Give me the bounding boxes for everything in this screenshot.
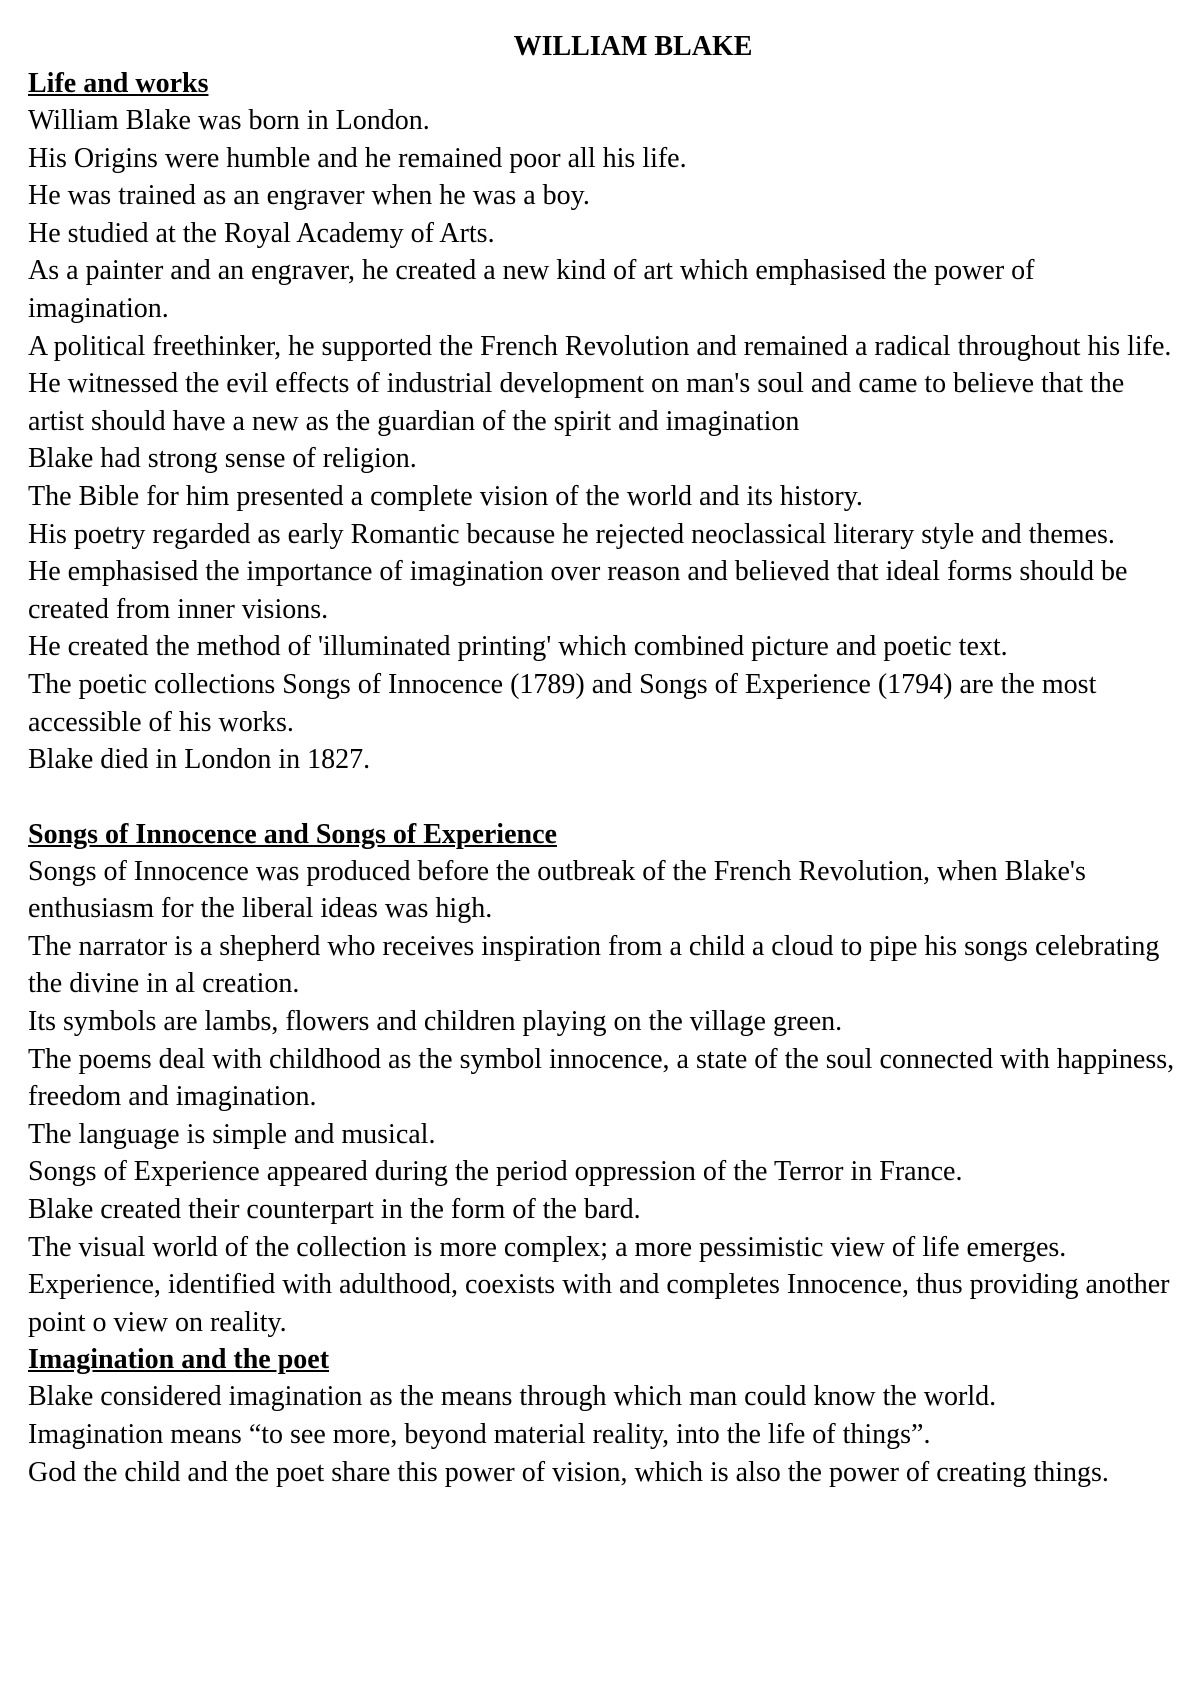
paragraph: The poetic collections Songs of Innocence (1789) and Songs of Experience (1794) are the most accessible of his works. — [28, 668, 1097, 738]
paragraph: William Blake was born in London. — [28, 105, 430, 136]
paragraph: The language is simple and musical. — [28, 1118, 436, 1150]
section-heading: Songs of Innocence and Songs of Experience — [28, 818, 557, 850]
section-imagination-and-the-poet — [28, 1341, 1178, 1491]
paragraph: Blake considered imagination as the means through which man could know the world. — [28, 1381, 997, 1413]
paragraph: Blake died in London in 1827. — [28, 744, 371, 776]
section-heading: Imagination and the poet — [28, 1344, 330, 1376]
paragraph: A political freethinker, he supported the French Revolution and remained a radical throughout his life. — [28, 330, 1172, 362]
paragraph: His poetry regarded as early Romantic because he rejected neoclassical literary style and themes. — [28, 518, 1115, 550]
paragraph: His Origins were humble and he remained poor all his life. — [28, 142, 687, 174]
paragraph: The visual world of the collection is more complex; a more pessimistic view of life emerges. — [28, 1231, 1067, 1263]
paragraph: Blake had strong sense of religion. — [28, 443, 417, 475]
paragraph: Songs of Innocence was produced before the outbreak of the French Revolution, when Blake's enthusiasm for the liberal ideas was high. — [28, 855, 1086, 925]
paragraph: He witnessed the evil effects of industrial development on man's soul and came to believe that the artist should have a new as the guardian of the spirit and imagination — [28, 368, 1125, 437]
paragraph: Its symbols are lambs, flowers and children playing on the village green. — [28, 1006, 843, 1038]
section-life-and-works — [28, 65, 1178, 779]
paragraph: The narrator is a shepherd who receives inspiration from a child a cloud to pipe his songs celebrating the divine in al creation. — [28, 930, 1160, 1000]
paragraph: The poems deal with childhood as the symbol innocence, a state of the soul connected with happiness, freedom and imagination. — [28, 1043, 1175, 1113]
paragraph: Blake created their counterpart in the form of the bard. — [28, 1194, 641, 1226]
paragraph: He emphasised the importance of imagination over reason and believed that ideal forms should be created from inner visions. — [28, 556, 1128, 625]
section-heading: Life and works — [28, 68, 209, 99]
paragraph: He was trained as an engraver when he was a boy. — [28, 180, 590, 212]
paragraph: As a painter and an engraver, he created a new kind of art which emphasised the power of imagination. — [28, 255, 1035, 324]
paragraph: He created the method of 'illuminated printing' which combined picture and poetic text. — [28, 631, 1008, 663]
paragraph: The Bible for him presented a complete vision of the world and its history. — [28, 480, 863, 512]
paragraph: Songs of Experience appeared during the period oppression of the Terror in France. — [28, 1156, 963, 1188]
paragraph: Experience, identified with adulthood, coexists with and completes Innocence, thus providing another point o view on reality. — [28, 1269, 1170, 1338]
section-songs-of-innocence-and-experience — [28, 816, 1178, 1342]
paragraph: God the child and the poet share this power of vision, which is also the power of creating things. — [28, 1456, 1109, 1488]
paragraph: He studied at the Royal Academy of Arts. — [28, 217, 495, 249]
paragraph: Imagination means “to see more, beyond material reality, into the life of things”. — [28, 1419, 931, 1450]
blank-line — [28, 779, 1178, 816]
document-title: WILLIAM BLAKE — [513, 31, 753, 62]
document-page — [28, 28, 1178, 1491]
